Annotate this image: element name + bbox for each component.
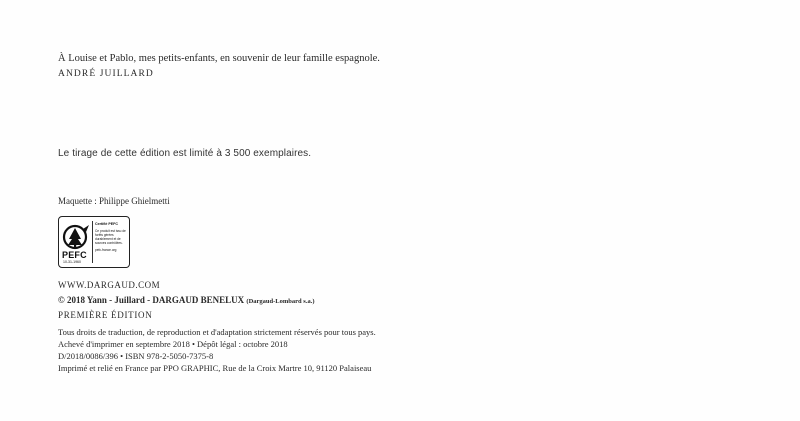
copyright-line [58, 295, 315, 305]
dedication-author: ANDRÉ JUILLARD [58, 69, 154, 79]
publisher-website: WWW.DARGAUD.COM [58, 280, 161, 290]
pefc-site: pefc-france.org [95, 248, 117, 252]
pefc-label-text: Ce produit est issu de forêts gérées durablement et de sources contrôlées. [95, 229, 126, 245]
rights-block [58, 326, 376, 374]
maquette-credit: Maquette : Philippe Ghielmetti [58, 196, 170, 206]
print-date-line: Achevé d'imprimer en septembre 2018 • Dépôt légal : octobre 2018 [58, 339, 288, 349]
pefc-description [95, 222, 128, 252]
pefc-license-code: 10-31-1960 [63, 260, 81, 264]
edition-limit-notice: Le tirage de cette édition est limité à 3 500 exemplaires. [58, 148, 312, 159]
pefc-brand: PEFC [62, 250, 87, 260]
copyright-publisher-detail: (Dargaud-Lombard s.a.) [246, 298, 315, 305]
rights-line: Tous droits de traduction, de reproduction et d'adaptation strictement réservés pour tous pays. [58, 327, 376, 337]
copyright-main: © 2018 Yann - Juillard - DARGAUD BENELUX [58, 295, 245, 305]
pefc-divider [92, 221, 93, 263]
pefc-label-heading: Certifié PEFC [95, 222, 118, 226]
premiere-edition: PREMIÈRE ÉDITION [58, 310, 153, 320]
dedication-text: À Louise et Pablo, mes petits-enfants, en souvenir de leur famille espagnole. [58, 53, 380, 64]
printer-line: Imprimé et relié en France par PPO GRAPHIC, Rue de la Croix Martre 10, 91120 Palaiseau [58, 363, 372, 373]
pefc-certification-label [58, 216, 130, 268]
isbn-line: D/2018/0086/396 • ISBN 978-2-5050-7375-8 [58, 351, 214, 361]
